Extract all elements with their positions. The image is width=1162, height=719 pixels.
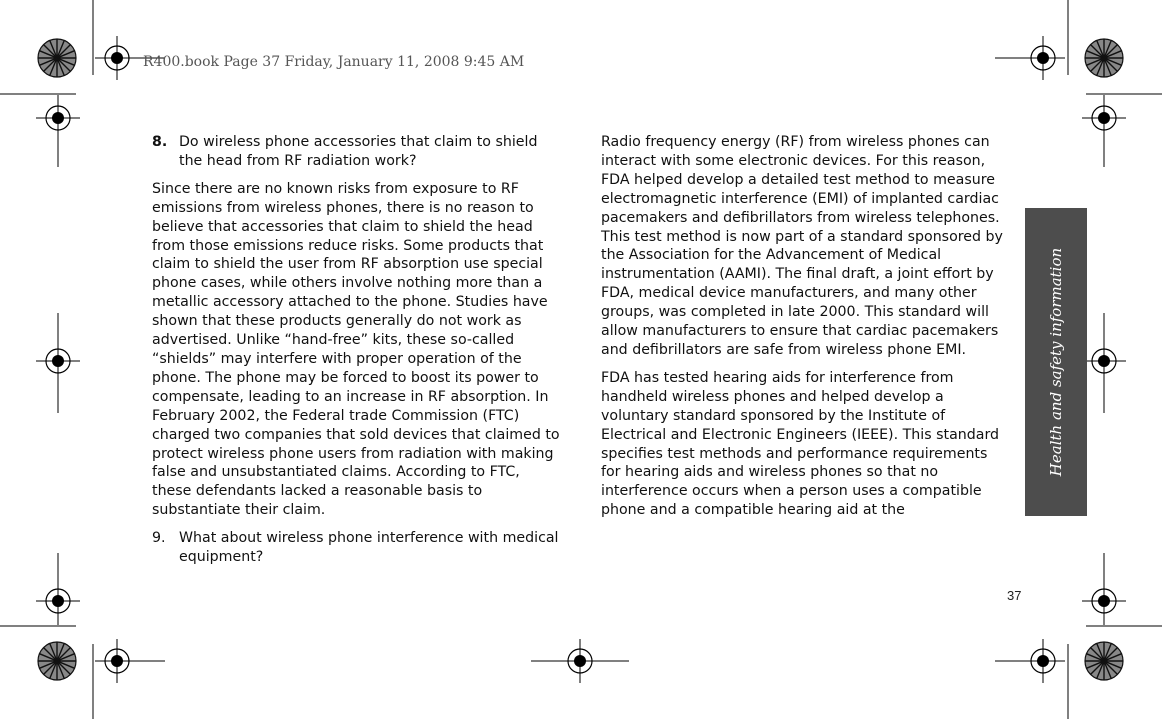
right-column [601,133,1011,529]
question-8 [152,133,562,171]
question-9-text: What about wireless phone interference with medical equipment? [179,530,559,566]
registration-target-bottom-right [1021,639,1065,683]
question-8-text: Do wireless phone accessories that claim to shield the head from RF radiation work? [179,134,538,169]
hearing-aid-paragraph: FDA has tested hearing aids for interference from handheld wireless phones and helped develop a voluntary standard sponsored by the Institute of Electrical and Electronic Engineers (IEEE). This standard specifies test methods and performance requirements for hearing aids and wireless phones so that no interference occurs when a person uses a compatible phone and a compatible hearing aid at the [601,369,1000,519]
registration-target-bottom-left [95,639,139,683]
question-9-number: 9. [152,530,166,547]
star-target-top-left [38,39,76,77]
registration-target-top-right [1021,36,1065,80]
star-target-bottom-left [38,642,76,680]
registration-target-bottom-center [558,639,602,683]
star-target-bottom-right [1085,642,1123,680]
question-8-number: 8. [152,134,168,150]
chapter-side-tab [1025,208,1087,516]
page-number: 37 [1007,588,1022,603]
registration-target-right-bottom [1082,579,1126,623]
left-column [152,133,562,576]
question-9 [152,529,562,567]
registration-target-left-top [36,96,80,140]
print-file-stamp: R400.book Page 37 Friday, January 11, 2008 9:45 AM [143,54,525,70]
registration-target-right-top [1082,96,1126,140]
registration-target-top-left [95,36,139,80]
registration-target-left-middle [36,339,80,383]
answer-8-paragraph: Since there are no known risks from exposure to RF emissions from wireless phones, there is no reason to believe that accessories that claim to shield the head from those emissions reduce risks. Some products that claim to shield the user from RF absorption use special phone cases, while others involve nothing more than a metallic accessory attached to the phone. Studies have shown that these products generally do not work as advertised. Unlike “hand-free” kits, these so-called “shields” may interfere with proper operation of the phone. The phone may be forced to boost its power to compensate, leading to an increase in RF absorption. In February 2002, the Federal trade Commission (FTC) charged two companies that sold devices that claimed to protect wireless phone users from radiation with making false and unsubstantiated claims. According to FTC, these defendants lacked a reasonable basis to substantiate their claim. [152,180,560,519]
chapter-side-tab-label: Health and safety information [1047,247,1065,477]
pacemaker-emi-paragraph: Radio frequency energy (RF) from wireless phones can interact with some electronic devices. For this reason, FDA helped develop a detailed test method to measure electromagnetic interference (EMI) of implanted cardiac pacemakers and defibrillators from wireless telephones. This test method is now part of a standard sponsored by the Association for the Advancement of Medical instrumentation (AAMI). The final draft, a joint effort by FDA, medical device manufacturers, and many other groups, was completed in late 2000. This standard will allow manufacturers to ensure that cardiac pacemakers and defibrillators are safe from wireless phone EMI. [601,134,1003,358]
star-target-top-right [1085,39,1123,77]
registration-target-right-middle [1082,339,1126,383]
registration-target-left-bottom [36,579,80,623]
